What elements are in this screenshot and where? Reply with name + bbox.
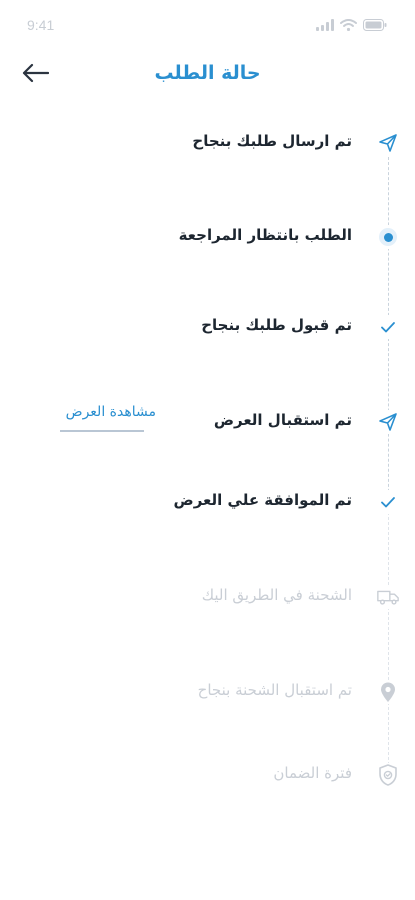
timeline-step	[0, 754, 415, 794]
step-label: تم استقبال العرض	[213, 411, 352, 429]
timeline-step	[0, 216, 415, 256]
check-icon	[376, 490, 400, 514]
step-label: تم الموافقة علي العرض	[173, 491, 352, 509]
step-label: تم قبول طلبك بنجاح	[201, 316, 352, 334]
timeline-step	[0, 671, 415, 711]
step-label: فترة الضمان	[273, 764, 352, 782]
view-offer-label: مشاهدة العرض	[65, 404, 156, 420]
page-title: حالة الطلب	[154, 62, 261, 84]
timeline-step	[0, 576, 415, 616]
truck-icon	[376, 585, 400, 609]
view-offer-underline	[60, 430, 144, 432]
send-icon	[376, 410, 400, 434]
check-icon	[376, 315, 400, 339]
current-dot-icon	[376, 225, 400, 249]
step-label: الشحنة في الطريق اليك	[201, 586, 352, 604]
step-label: الطلب بانتظار المراجعة	[178, 226, 352, 244]
timeline-step	[0, 481, 415, 521]
send-icon	[376, 131, 400, 155]
shield-icon	[376, 763, 400, 787]
status-time: 9:41	[27, 17, 55, 33]
step-label: تم استقبال الشحنة بنجاح	[197, 681, 352, 699]
view-offer-link[interactable]	[46, 404, 156, 434]
step-label: تم ارسال طلبك بنجاح	[192, 132, 352, 150]
timeline-line-pending	[388, 507, 389, 775]
timeline-step	[0, 122, 415, 162]
location-pin-icon	[376, 680, 400, 704]
timeline-step	[0, 306, 415, 346]
